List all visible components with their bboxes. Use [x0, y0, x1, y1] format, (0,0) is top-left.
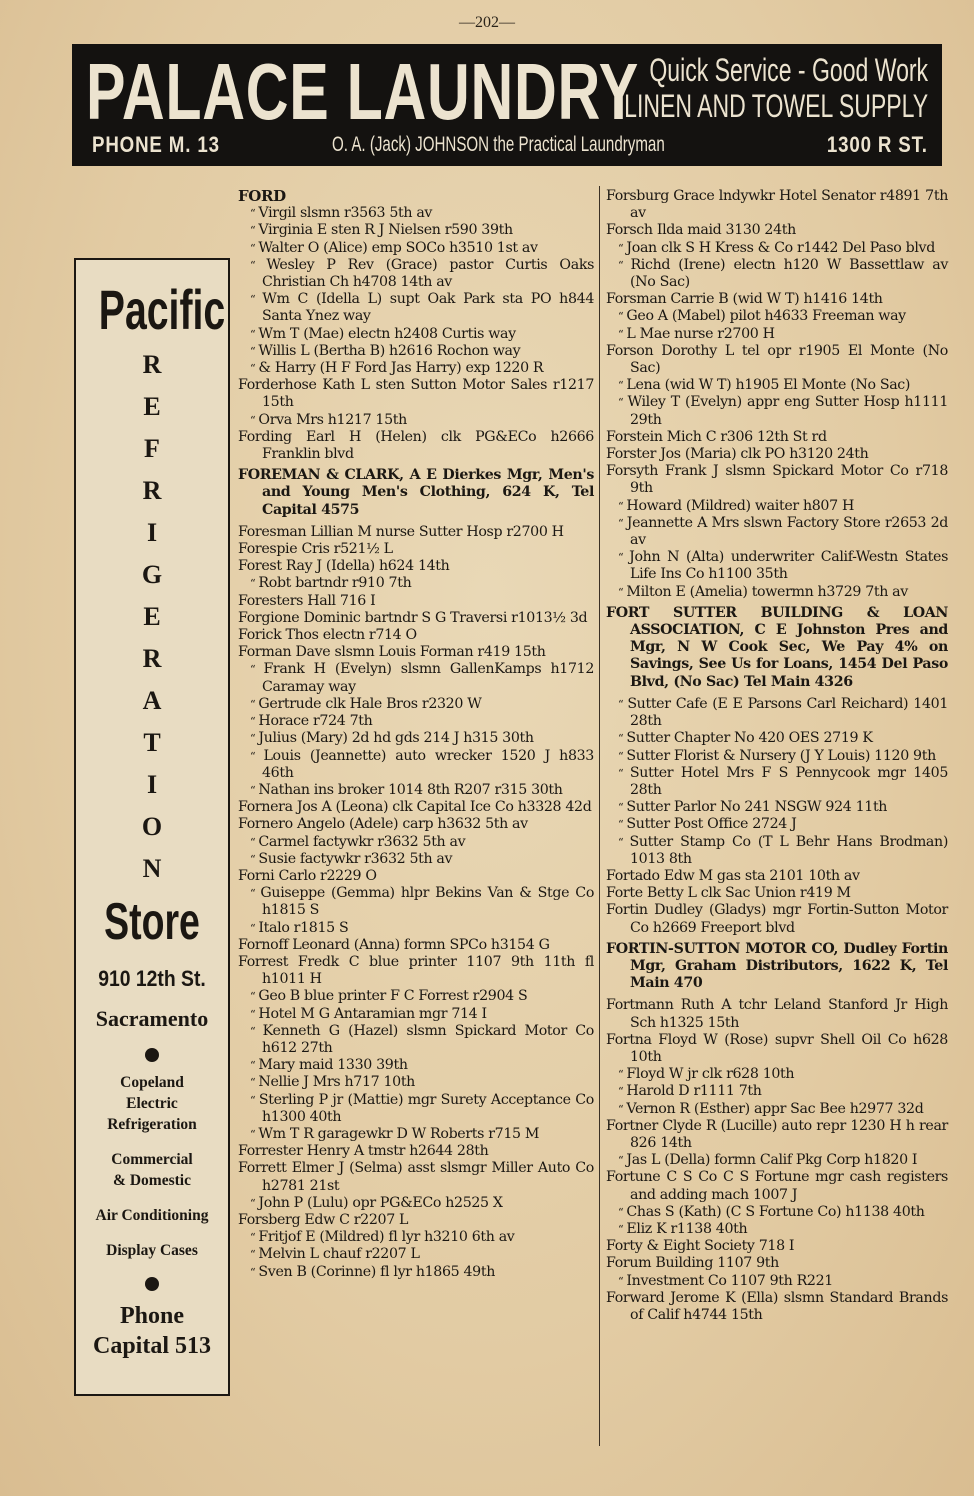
directory-entry: Forsman Carrie B (wid W T) h1416 14th: [606, 291, 883, 308]
directory-entry: “ L Mae nurse r2700 H: [606, 326, 948, 343]
ad-vertical-letter: I: [146, 770, 158, 799]
directory-entry: Fornera Jos A (Leona) clk Capital Ice Co h3328 42d: [238, 799, 592, 816]
directory-entry: “ Mary maid 1330 39th: [238, 1057, 594, 1074]
directory-entry: “ Virginia E sten R J Nielsen r590 39th: [238, 222, 594, 239]
directory-entry: Forsburg Grace lndywkr Hotel Senator r4891 7th av: [606, 188, 948, 222]
ad-title: PALACE LAUNDRY: [86, 47, 640, 136]
directory-entry: “ Investment Co 1107 9th R221: [606, 1273, 948, 1290]
ad-store-address: 910 12th St.: [98, 966, 206, 991]
ad-vertical-letter: I: [146, 518, 158, 547]
business-listing: FORTIN-SUTTON MOTOR CO, Dudley Fortin Mgr, Graham Distributors, 1622 K, Tel Main 470: [606, 940, 948, 992]
ad-commercial: [76, 1149, 228, 1191]
directory-entry: Forson Dorothy L tel opr r1905 El Monte (No Sac): [606, 342, 948, 377]
directory-entry: Forick Thos electn r714 O: [238, 627, 417, 644]
directory-entry: “ Jeannette A Mrs slswn Factory Store r2653 2d av: [606, 515, 948, 549]
directory-entry: “ Richd (Irene) electn h120 W Bassettlaw av (No Sac): [606, 257, 948, 291]
directory-entry: Forum Building 1107 9th: [606, 1255, 779, 1272]
directory-entry: “ Wm T (Mae) electn h2408 Curtis way: [238, 326, 594, 343]
directory-entry: Fornero Angelo (Adele) carp h3632 5th av: [238, 816, 528, 833]
directory-entry: Forstein Mich C r306 12th St rd: [606, 428, 827, 445]
directory-entry: “ Sutter Florist & Nursery (J Y Louis) 1120 9th: [606, 748, 948, 765]
ad-store: Store: [104, 893, 200, 951]
directory-entry: “ Robt bartndr r910 7th: [238, 575, 594, 592]
ad-brand: Pacific: [98, 278, 226, 341]
ad-vertical-letter: O: [141, 812, 163, 841]
directory-entry: “ Fritjof E (Mildred) fl lyr h3210 6th av: [238, 1229, 594, 1246]
ad-vertical-letter: G: [141, 560, 163, 589]
column-divider: [599, 186, 600, 1446]
ad-address: 1300 R ST.: [826, 132, 928, 157]
ad-phone-label: Phone: [119, 1303, 184, 1329]
directory-entry: “ Sutter Hotel Mrs F S Pennycook mgr 1405 28th: [606, 765, 948, 799]
ad-tagline-linen: LINEN AND TOWEL SUPPLY: [624, 88, 928, 124]
directory-entry: Fortna Floyd W (Rose) supvr Shell Oil Co h628 10th: [606, 1031, 948, 1065]
directory-entry: Forest Ray J (Idella) h624 14th: [238, 558, 450, 575]
ad-vertical-word: [76, 344, 228, 890]
ad-air-conditioning: Air Conditioning: [95, 1207, 209, 1224]
directory-entry: “ Gertrude clk Hale Bros r2320 W: [238, 696, 594, 713]
directory-entry: “ Lena (wid W T) h1905 El Monte (No Sac): [606, 377, 948, 394]
ad-vertical-letter: E: [143, 602, 161, 631]
directory-entry: “ Sutter Post Office 2724 J: [606, 816, 948, 833]
directory-entry: “ Carmel factywkr r3632 5th av: [238, 834, 594, 851]
directory-entry: Forsberg Edw C r2207 L: [238, 1211, 409, 1228]
ad-text: Refrigeration: [107, 1116, 197, 1133]
ad-vertical-letter: R: [142, 476, 162, 505]
directory-entry: Forster Jos (Maria) clk PO h3120 24th: [606, 446, 869, 463]
directory-entry: “ Horace r724 7th: [238, 713, 594, 730]
directory-entry: “ Harold D r1111 7th: [606, 1083, 948, 1100]
ad-vertical-letter: T: [143, 728, 161, 757]
directory-entry: “ Guiseppe (Gemma) hlpr Bekins Van & Stge Co h1815 S: [238, 885, 594, 919]
directory-entry: Fortin Dudley (Gladys) mgr Fortin-Sutton Motor Co h2669 Freeport blvd: [606, 902, 948, 936]
directory-entry: Fortado Edw M gas sta 2101 10th av: [606, 867, 860, 884]
ad-copeland: [76, 1072, 228, 1135]
directory-entry: “ Virgil slsmn r3563 5th av: [238, 205, 594, 222]
directory-entry: Fortner Clyde R (Lucille) auto repr 1230 H h rear 826 14th: [606, 1117, 948, 1151]
directory-entry: Forman Dave slsmn Louis Forman r419 15th: [238, 644, 546, 661]
directory-entry: “ Geo B blue printer F C Forrest r2904 S: [238, 988, 594, 1005]
directory-entry: Fortmann Ruth A tchr Leland Stanford Jr High Sch h1325 15th: [606, 997, 948, 1031]
directory-entry: “ John N (Alta) underwriter Calif-Westn States Life Ins Co h1100 35th: [606, 549, 948, 583]
directory-entry: Forrett Elmer J (Selma) asst slsmgr Miller Auto Co h2781 21st: [238, 1160, 594, 1194]
directory-entry: “ Floyd W jr clk r628 10th: [606, 1066, 948, 1083]
ad-phone: PHONE M. 13: [92, 132, 220, 157]
directory-entry: Forespie Cris r521½ L: [238, 541, 393, 558]
directory-entry: “ Eliz K r1138 40th: [606, 1221, 948, 1238]
ad-owner: O. A. (Jack) JOHNSON the Practical Laundryman: [332, 133, 665, 156]
directory-entry: “ & Harry (H F Ford Jas Harry) exp 1220 R: [238, 360, 594, 377]
directory-entry: “ Wiley T (Evelyn) appr eng Sutter Hosp h1111 29th: [606, 394, 948, 428]
directory-entry: “ Sutter Chapter No 420 OES 2719 K: [606, 730, 948, 747]
directory-entry: “ Sterling P jr (Mattie) mgr Surety Acceptance Co h1300 40th: [238, 1092, 594, 1126]
directory-entry: “ Italo r1815 S: [238, 920, 594, 937]
ad-vertical-letter: R: [142, 644, 162, 673]
directory-entry: Forsch Ilda maid 3130 24th: [606, 222, 796, 239]
ad-text: Copeland: [120, 1074, 184, 1091]
directory-entry: “ Sven B (Corinne) fl lyr h1865 49th: [238, 1264, 594, 1281]
directory-entry: Forni Carlo r2229 O: [238, 867, 377, 884]
surname-heading: FORD: [238, 187, 286, 205]
directory-entry: “ Hotel M G Antaramian mgr 714 I: [238, 1006, 594, 1023]
directory-entry: Forderhose Kath L sten Sutton Motor Sales r1217 15th: [238, 377, 594, 411]
directory-entry: “ Joan clk S H Kress & Co r1442 Del Paso blvd: [606, 240, 948, 257]
directory-entry: Forte Betty L clk Sac Union r419 M: [606, 885, 851, 902]
directory-entry: Fortune C S Co C S Fortune mgr cash registers and adding mach 1007 J: [606, 1169, 948, 1203]
directory-entry: “ Chas S (Kath) (C S Fortune Co) h1138 40th: [606, 1204, 948, 1221]
business-listing: FOREMAN & CLARK, A E Dierkes Mgr, Men's and Young Men's Clothing, 624 K, Tel Capital 4575: [238, 467, 594, 518]
directory-entry: “ Sutter Cafe (E E Parsons Carl Reichard) 1401 28th: [606, 696, 948, 730]
directory-entry: Forrest Fredk C blue printer 1107 9th 11th fl h1011 H: [238, 953, 594, 988]
bullet-dot-icon: [145, 1277, 159, 1291]
directory-entry: Forty & Eight Society 718 I: [606, 1238, 795, 1255]
ad-vertical-letter: F: [144, 434, 160, 463]
directory-entry: “ Willis L (Bertha B) h2616 Rochon way: [238, 343, 594, 360]
directory-entry: “ Frank H (Evelyn) slsmn GallenKamps h1712 Caramay way: [238, 661, 594, 695]
directory-entry: “ Nellie J Mrs h717 10th: [238, 1074, 594, 1091]
directory-entry: “ Nathan ins broker 1014 8th R207 r315 30th: [238, 782, 594, 799]
directory-entry: Fornoff Leonard (Anna) formn SPCo h3154 G: [238, 936, 550, 953]
directory-entry: “ Vernon R (Esther) appr Sac Bee h2977 32d: [606, 1101, 948, 1118]
directory-entry: Forrester Henry A tmstr h2644 28th: [238, 1143, 489, 1160]
directory-entry: “ Howard (Mildred) waiter h807 H: [606, 498, 948, 515]
directory-entry: “ Louis (Jeannette) auto wrecker 1520 J h833 46th: [238, 748, 594, 782]
ad-text: Commercial: [111, 1151, 193, 1168]
ad-footer: [92, 132, 928, 158]
ad-phone-number: Capital 513: [92, 1333, 211, 1359]
directory-entry: Fording Earl H (Helen) clk PG&ECo h2666 Franklin blvd: [238, 428, 594, 463]
directory-entry: “ Wm C (Idella L) supt Oak Park sta PO h844 Santa Ynez way: [238, 291, 594, 325]
directory-entry: “ Wm T R garagewkr D W Roberts r715 M: [238, 1126, 594, 1143]
bullet-dot-icon: [145, 1048, 159, 1062]
ad-vertical-letter: N: [142, 854, 162, 883]
directory-entry: Forgione Dominic bartndr S G Traversi r1013½ 3d: [238, 609, 588, 626]
directory-column-right: [606, 188, 948, 1324]
directory-entry: “ Julius (Mary) 2d hd gds 214 J h315 30th: [238, 730, 594, 747]
ad-text: & Domestic: [113, 1172, 191, 1189]
ad-vertical-letter: A: [142, 686, 162, 715]
directory-entry: Forward Jerome K (Ella) slsmn Standard Brands of Calif h4744 15th: [606, 1289, 948, 1323]
directory-entry: Foresters Hall 716 I: [238, 592, 376, 609]
directory-column-left: [238, 188, 594, 1281]
directory-entry: “ John P (Lulu) opr PG&ECo h2525 X: [238, 1195, 594, 1212]
directory-entry: “ Orva Mrs h1217 15th: [238, 412, 594, 429]
ad-tagline-service: Quick Service - Good Work: [649, 52, 928, 88]
directory-entry: “ Geo A (Mabel) pilot h4633 Freeman way: [606, 308, 948, 325]
directory-entry: “ Milton E (Amelia) towermn h3729 7th av: [606, 584, 948, 601]
page-number: —202—: [459, 14, 515, 31]
ad-vertical-letter: E: [143, 392, 161, 421]
business-listing: FORT SUTTER BUILDING & LOAN ASSOCIATION, C E Johnston Pres and Mgr, N W Cook Sec, We Pay 4% on Savings, See Us for Loans, 1454 Del Paso Blvd, (No Sac) Tel Main 4326: [606, 604, 948, 690]
directory-entry: Forsyth Frank J slsmn Spickard Motor Co r718 9th: [606, 463, 948, 497]
directory-entry: “ Sutter Stamp Co (T L Behr Hans Brodman) 1013 8th: [606, 834, 948, 868]
ad-city: Sacramento: [95, 1006, 209, 1031]
ad-display-cases: Display Cases: [106, 1242, 198, 1259]
directory-entry: “ Melvin L chauf r2207 L: [238, 1246, 594, 1263]
directory-entry: “ Kenneth G (Hazel) slsmn Spickard Motor Co h612 27th: [238, 1023, 594, 1057]
pacific-refrigeration-ad: [74, 258, 230, 1396]
ad-text: Electric: [126, 1095, 178, 1112]
ad-vertical-letter: R: [142, 350, 162, 379]
palace-laundry-ad: [72, 44, 942, 166]
directory-entry: “ Sutter Parlor No 241 NSGW 924 11th: [606, 799, 948, 816]
directory-entry: “ Walter O (Alice) emp SOCo h3510 1st av: [238, 240, 594, 257]
directory-entry: “ Susie factywkr r3632 5th av: [238, 851, 594, 868]
directory-entry: Foresman Lillian M nurse Sutter Hosp r2700 H: [238, 523, 564, 540]
directory-entry: “ Jas L (Della) formn Calif Pkg Corp h1820 I: [606, 1152, 948, 1169]
directory-entry: “ Wesley P Rev (Grace) pastor Curtis Oaks Christian Ch h4708 14th av: [238, 257, 594, 291]
